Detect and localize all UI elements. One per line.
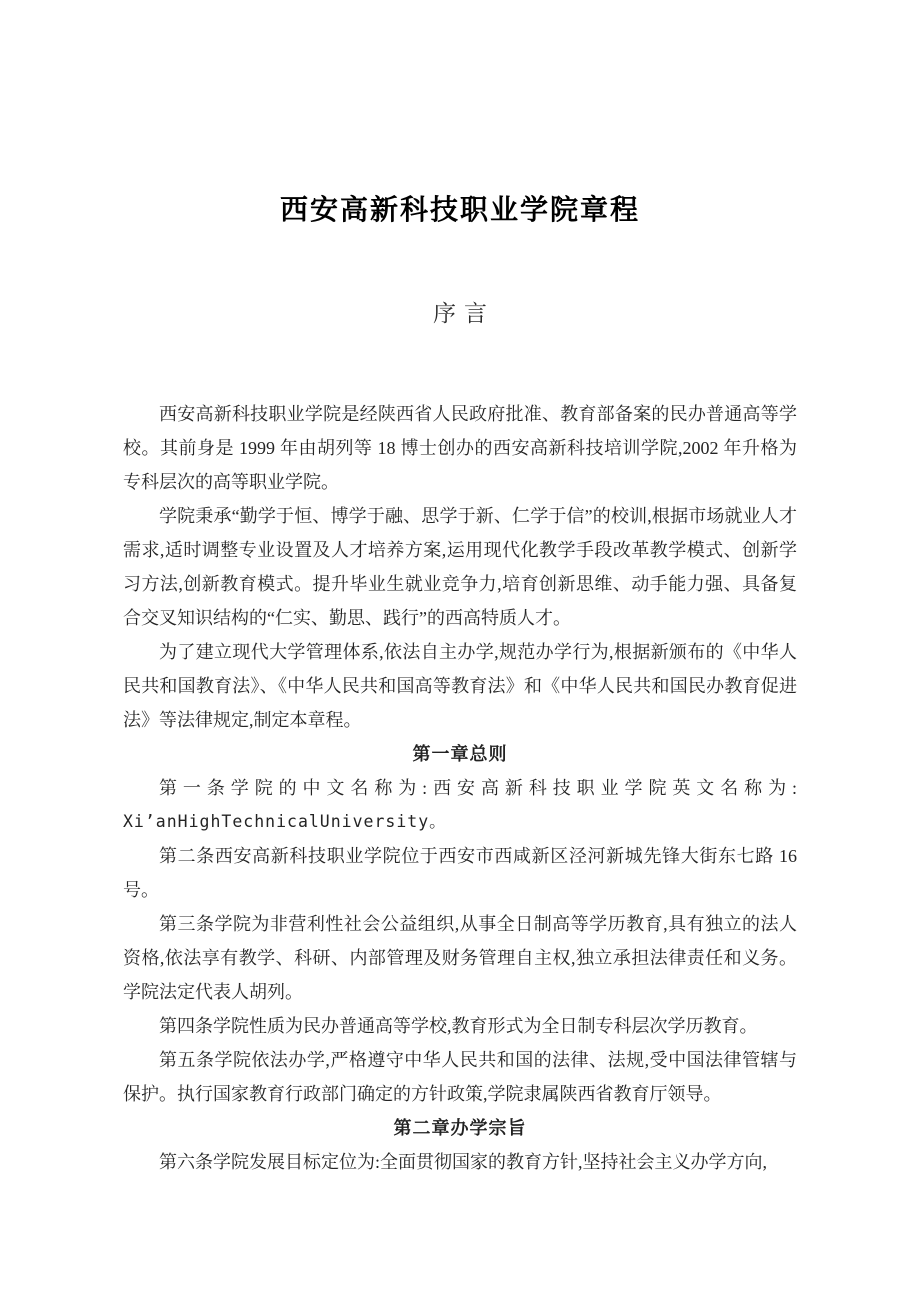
article-5: 第五条学院依法办学,严格遵守中华人民共和国的法律、法规,受中国法律管辖与保护。执行国家教育行政部门确定的方针政策,学院隶属陕西省教育厅领导。 (123, 1050, 797, 1104)
preface-paragraph-2: 学院秉承“勤学于恒、博学于融、思学于新、仁学于信”的校训,根据市场就业人才需求,适时调整专业设置及人才培养方案,运用现代化教学手段改革教学模式、创新学习方法,创新教育模式。提升毕业生就业竞争力,培育创新思维、动手能力强、具备复合交叉知识结构的“仁实、勤思、践行”的西高特质人才。 (123, 506, 797, 628)
article-1-chinese-line: 第一条学院的中文名称为:西安高新科技职业学院英文名称为: (159, 778, 797, 798)
chapter-1-heading: 第一章总则 (412, 744, 508, 764)
preface-paragraph-1: 西安高新科技职业学院是经陕西省人民政府批准、教育部备案的民办普通高等学校。其前身是 1999 年由胡列等 18 博士创办的西安高新科技培训学院,2002 年升格为专科层次的高等职业学院。 (123, 404, 797, 492)
preface-heading: 序言 (433, 301, 495, 326)
document-title: 西安高新科技职业学院章程 (279, 194, 640, 225)
chapter-2-heading: 第二章办学宗旨 (393, 1118, 527, 1138)
article-6: 第六条学院发展目标定位为:全面贯彻国家的教育方针,坚持社会主义办学方向, (159, 1152, 767, 1172)
article-2: 第二条西安高新科技职业学院位于西安市西咸新区泾河新城先锋大街东七路 16 号。 (123, 846, 797, 900)
article-1-english-name: Xi’anHighTechnicalUniversity。 (123, 812, 447, 831)
article-3: 第三条学院为非营利性社会公益组织,从事全日制高等学历教育,具有独立的法人资格,依法享有教学、科研、内部管理及财务管理自主权,独立承担法律责任和义务。学院法定代表人胡列。 (123, 914, 797, 1002)
article-4: 第四条学院性质为民办普通高等学校,教育形式为全日制专科层次学历教育。 (159, 1016, 758, 1036)
preface-paragraph-3: 为了建立现代大学管理体系,依法自主办学,规范办学行为,根据新颁布的《中华人民共和国教育法》、《中华人民共和国高等教育法》和《中华人民共和国民办教育促进法》等法律规定,制定本章程。 (123, 642, 797, 730)
